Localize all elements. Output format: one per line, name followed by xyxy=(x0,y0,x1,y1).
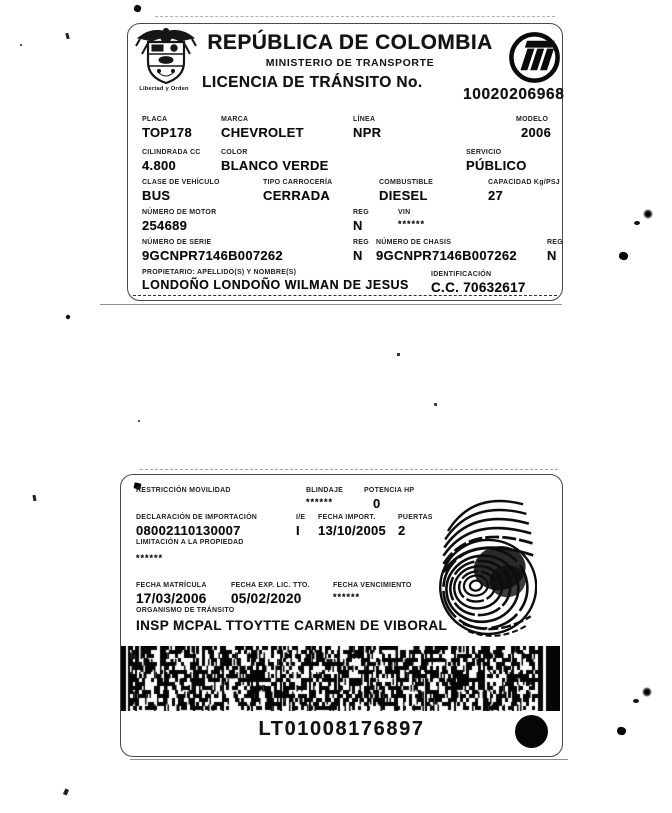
scan-artifact-line xyxy=(130,759,568,760)
field-potencia-hp-label: POTENCIA HP xyxy=(364,487,415,494)
field-puertas-value: 2 xyxy=(398,523,406,538)
field-propietario-value: LONDOÑO LONDOÑO WILMAN DE JESUS xyxy=(142,278,409,292)
field-limitacion-propiedad xyxy=(136,539,244,546)
scan-speck xyxy=(642,687,652,697)
field-declaracion-importacion xyxy=(136,514,257,538)
field-color-label: COLOR xyxy=(221,149,248,156)
field-placa-value: TOP178 xyxy=(142,125,192,140)
field-tipo-carroceria-value: CERRADA xyxy=(263,188,331,203)
scan-speck xyxy=(618,251,629,261)
field-numero-motor xyxy=(142,209,216,233)
field-placa xyxy=(142,116,192,140)
license-card-front xyxy=(127,23,563,301)
field-modelo xyxy=(516,116,551,140)
scan-artifact-line xyxy=(100,304,562,305)
field-fecha-import xyxy=(318,514,386,538)
field-ie xyxy=(296,514,305,538)
field-declaracion-importacion-label: DECLARACIÓN DE IMPORTACIÓN xyxy=(136,514,258,521)
field-numero-motor-label: NÚMERO DE MOTOR xyxy=(142,209,217,216)
field-identificacion-label: IDENTIFICACIÓN xyxy=(431,271,492,278)
field-numero-serie-value: 9GCNPR7146B007262 xyxy=(142,248,283,263)
field-cilindrada-value: 4.800 xyxy=(142,158,177,173)
barcode-number: LT01008176897 xyxy=(258,718,425,740)
barcode-image xyxy=(121,646,560,711)
field-vin xyxy=(398,209,425,229)
field-reg-serie-label: REG xyxy=(353,239,369,246)
license-card-back xyxy=(120,474,563,757)
field-modelo-value: 2006 xyxy=(521,125,552,140)
field-servicio-label: SERVICIO xyxy=(466,149,502,156)
scan-speck xyxy=(20,44,22,46)
field-fecha-matricula-value: 17/03/2006 xyxy=(136,591,207,606)
field-declaracion-importacion-value: 08002110130007 xyxy=(136,523,241,538)
field-servicio-value: PÚBLICO xyxy=(466,158,527,173)
scan-artifact-line xyxy=(140,469,558,470)
field-potencia-hp-value: 0 xyxy=(373,496,381,511)
scan-speck xyxy=(65,33,69,40)
field-placa-label: PLACA xyxy=(142,116,168,123)
scan-speck xyxy=(33,495,37,501)
scan-speck xyxy=(634,221,640,225)
field-potencia-hp xyxy=(364,487,414,511)
field-cilindrada-label: CILINDRADA CC xyxy=(142,149,201,156)
field-fecha-vencimiento-label: FECHA VENCIMIENTO xyxy=(333,582,412,589)
license-number-value: 10020206968 xyxy=(463,86,565,103)
field-propietario-label: PROPIETARIO: APELLIDO(S) Y NOMBRE(S) xyxy=(142,269,297,276)
field-combustible-value: DIESEL xyxy=(379,188,428,203)
scan-speck xyxy=(633,699,639,703)
field-numero-chasis-value: 9GCNPR7146B007262 xyxy=(376,248,517,263)
field-fecha-import-value: 13/10/2005 xyxy=(318,523,387,538)
field-servicio xyxy=(466,149,527,173)
field-reg-motor xyxy=(353,209,369,233)
scan-speck xyxy=(63,788,69,795)
field-numero-serie xyxy=(142,239,283,263)
field-reg-chasis-value: N xyxy=(547,248,557,263)
scan-artifact-line xyxy=(155,16,555,17)
field-tipo-carroceria-label: TIPO CARROCERÍA xyxy=(263,179,333,186)
hole-punch-dot xyxy=(515,715,548,748)
field-organismo-transito xyxy=(136,607,234,614)
field-restriccion-movilidad-label: RESTRICCIÓN MOVILIDAD xyxy=(136,487,231,494)
field-limitacion-propiedad-label: LIMITACIÓN A LA PROPIEDAD xyxy=(136,539,244,546)
field-ie-value: I xyxy=(296,523,300,538)
field-linea xyxy=(353,116,381,140)
field-linea-value: NPR xyxy=(353,125,382,140)
scan-speck xyxy=(434,403,437,406)
field-color xyxy=(221,149,329,173)
field-identificacion-value: C.C. 70632617 xyxy=(431,280,526,295)
field-reg-chasis xyxy=(547,239,563,263)
field-clase-vehiculo xyxy=(142,179,220,203)
field-numero-serie-label: NÚMERO DE SERIE xyxy=(142,239,212,246)
field-restriccion-movilidad xyxy=(136,487,231,494)
field-tipo-carroceria xyxy=(263,179,332,203)
field-organismo-transito-label: ORGANISMO DE TRÁNSITO xyxy=(136,607,235,614)
owner-underline xyxy=(133,295,557,296)
scan-speck xyxy=(643,209,653,219)
field-marca-label: MARCA xyxy=(221,116,249,123)
field-capacidad-label: CAPACIDAD Kg/PSJ xyxy=(488,179,560,186)
field-fecha-vencimiento-value: ****** xyxy=(333,592,361,602)
field-fecha-exp-lic-value: 05/02/2020 xyxy=(231,591,302,606)
field-blindaje-label: BLINDAJE xyxy=(306,487,344,494)
scan-speck xyxy=(138,420,140,422)
field-numero-chasis-label: NÚMERO DE CHASIS xyxy=(376,239,452,246)
field-organismo-transito-value: INSP MCPAL TTOYTTE CARMEN DE VIBORAL xyxy=(136,618,448,633)
field-combustible xyxy=(379,179,433,203)
field-vin-value: ****** xyxy=(398,219,426,229)
field-numero-motor-value: 254689 xyxy=(142,218,188,233)
ministry-transport-logo-icon xyxy=(507,30,562,85)
field-fecha-exp-lic-label: FECHA EXP. LIC. TTO. xyxy=(231,582,310,589)
field-fecha-matricula-label: FECHA MATRÍCULA xyxy=(136,582,207,589)
field-color-value: BLANCO VERDE xyxy=(221,158,329,173)
license-number-label: LICENCIA DE TRÁNSITO No. xyxy=(202,74,423,91)
field-linea-label: LÍNEA xyxy=(353,116,376,123)
colombia-coat-of-arms xyxy=(134,26,198,86)
field-capacidad-value: 27 xyxy=(488,188,504,203)
field-reg-motor-value: N xyxy=(353,218,363,233)
scan-speck xyxy=(133,4,142,13)
field-reg-serie-value: N xyxy=(353,248,363,263)
field-modelo-label: MODELO xyxy=(516,116,549,123)
field-limitacion-propiedad-value-wrap xyxy=(136,553,163,563)
scan-speck xyxy=(397,353,400,356)
card-subtitle: MINISTERIO DE TRANSPORTE xyxy=(265,57,435,69)
field-fecha-matricula xyxy=(136,582,207,606)
field-blindaje-value: ****** xyxy=(306,497,334,507)
field-reg-serie xyxy=(353,239,369,263)
field-combustible-label: COMBUSTIBLE xyxy=(379,179,434,186)
field-puertas-label: PUERTAS xyxy=(398,514,433,521)
field-fecha-exp-lic xyxy=(231,582,310,606)
field-identificacion xyxy=(431,271,526,295)
scan-speck xyxy=(65,314,70,319)
field-numero-chasis xyxy=(376,239,517,263)
field-fecha-import-label: FECHA IMPORT. xyxy=(318,514,376,521)
field-marca-value: CHEVROLET xyxy=(221,125,304,140)
field-reg-chasis-label: REG xyxy=(547,239,563,246)
field-puertas xyxy=(398,514,433,538)
fingerprint-image xyxy=(435,488,537,640)
field-clase-vehiculo-value: BUS xyxy=(142,188,171,203)
field-blindaje xyxy=(306,487,343,507)
field-propietario xyxy=(142,269,409,292)
field-reg-motor-label: REG xyxy=(353,209,369,216)
field-marca xyxy=(221,116,304,140)
field-limitacion-propiedad-value: ****** xyxy=(136,553,164,563)
coat-of-arms-caption: Libertad y Orden xyxy=(139,86,189,92)
field-vin-label: VIN xyxy=(398,209,411,216)
field-clase-vehiculo-label: CLASE DE VEHÍCULO xyxy=(142,179,220,186)
field-cilindrada xyxy=(142,149,201,173)
field-ie-label: I/E xyxy=(296,514,306,521)
scan-speck xyxy=(616,726,626,735)
field-capacidad xyxy=(488,179,560,203)
card-title: REPÚBLICA DE COLOMBIA xyxy=(207,31,493,54)
field-fecha-vencimiento xyxy=(333,582,412,602)
